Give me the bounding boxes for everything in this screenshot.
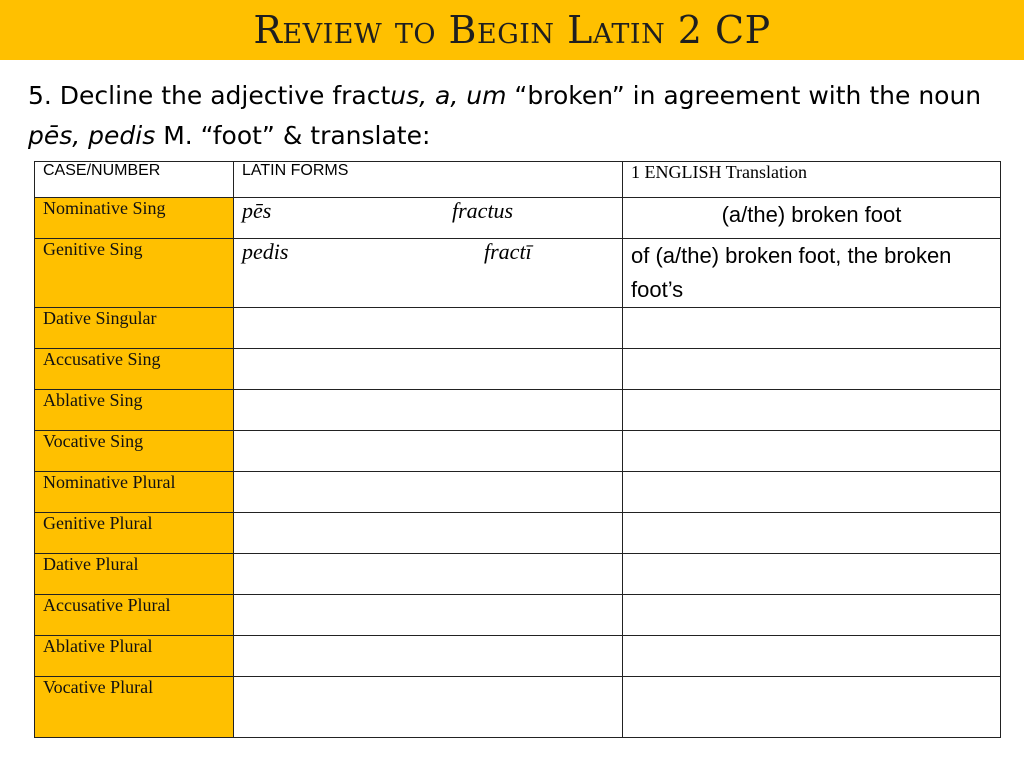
case-label: Accusative Plural: [35, 595, 234, 636]
instructions-text-2: “broken” in agreement with the noun: [506, 81, 982, 110]
case-label: Accusative Sing: [35, 349, 234, 390]
english-translation-cell[interactable]: [623, 677, 1001, 738]
adjective-form: fractus: [452, 198, 514, 223]
table-row: [35, 677, 1001, 738]
english-translation-cell[interactable]: [623, 349, 1001, 390]
noun-form: pedis: [242, 239, 289, 264]
case-label: Dative Plural: [35, 554, 234, 595]
table-row: [35, 390, 1001, 431]
case-label: Genitive Plural: [35, 513, 234, 554]
instructions-noun: pēs, pedis: [28, 121, 156, 150]
case-label: Nominative Plural: [35, 472, 234, 513]
case-label: Nominative Sing: [35, 198, 234, 239]
table-row: [35, 349, 1001, 390]
case-label: Dative Singular: [35, 308, 234, 349]
latin-forms-cell[interactable]: [234, 349, 623, 390]
header-case-number: CASE/NUMBER: [35, 162, 234, 198]
latin-forms-cell[interactable]: [234, 595, 623, 636]
latin-forms-cell[interactable]: [234, 431, 623, 472]
table-row: [35, 239, 1001, 308]
latin-forms-cell[interactable]: [234, 513, 623, 554]
instructions: [28, 76, 1008, 156]
latin-forms-cell[interactable]: [234, 554, 623, 595]
table-row: [35, 431, 1001, 472]
english-translation-cell[interactable]: [623, 636, 1001, 677]
english-translation-cell[interactable]: [623, 472, 1001, 513]
table-row: [35, 636, 1001, 677]
table-row: [35, 198, 1001, 239]
english-translation-cell[interactable]: [623, 554, 1001, 595]
case-label: Ablative Sing: [35, 390, 234, 431]
adjective-form: fractī: [484, 239, 532, 264]
english-translation-cell[interactable]: [623, 431, 1001, 472]
noun-form: pēs: [242, 198, 272, 223]
instructions-text-3: M. “foot” & translate:: [155, 121, 431, 150]
instructions-text-1: 5. Decline the adjective fract: [28, 81, 391, 110]
table-header-row: [35, 162, 1001, 198]
table-row: [35, 513, 1001, 554]
latin-forms-cell[interactable]: [234, 308, 623, 349]
table-row: [35, 595, 1001, 636]
instructions-adjective-endings: us, a, um: [390, 81, 507, 110]
latin-forms-cell[interactable]: [234, 472, 623, 513]
case-label: Vocative Sing: [35, 431, 234, 472]
case-label: Vocative Plural: [35, 677, 234, 738]
case-label: Ablative Plural: [35, 636, 234, 677]
latin-forms-cell[interactable]: [234, 198, 623, 239]
header-english-translation: 1 ENGLISH Translation: [623, 162, 1001, 198]
latin-forms-cell[interactable]: [234, 677, 623, 738]
latin-forms-cell[interactable]: [234, 636, 623, 677]
table-row: [35, 554, 1001, 595]
english-translation-cell[interactable]: [623, 513, 1001, 554]
declension-table: [34, 161, 1001, 738]
english-translation-cell[interactable]: (a/the) broken foot: [623, 198, 1001, 239]
latin-forms-cell[interactable]: [234, 239, 623, 308]
latin-forms-cell[interactable]: [234, 390, 623, 431]
english-translation-cell[interactable]: [623, 390, 1001, 431]
english-translation-cell[interactable]: [623, 308, 1001, 349]
table-row: [35, 308, 1001, 349]
title-bar: [0, 0, 1024, 60]
english-translation-cell[interactable]: of (a/the) broken foot, the broken foot’s: [623, 239, 1001, 308]
header-latin-forms: LATIN FORMS: [234, 162, 623, 198]
slide-title: Review to Begin Latin 2 CP: [253, 8, 771, 52]
case-label: Genitive Sing: [35, 239, 234, 308]
english-translation-cell[interactable]: [623, 595, 1001, 636]
table-row: [35, 472, 1001, 513]
